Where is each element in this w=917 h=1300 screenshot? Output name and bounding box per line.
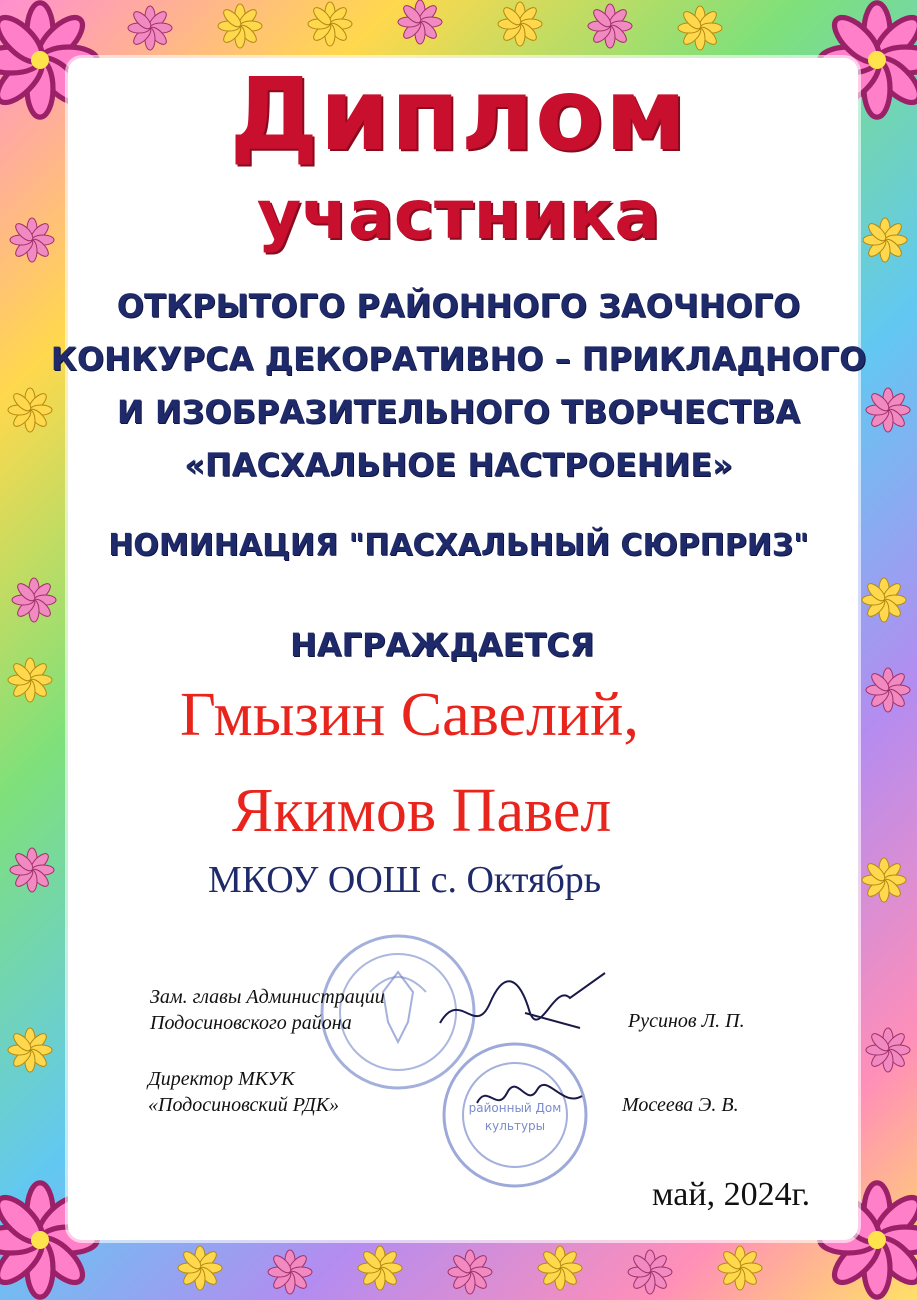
signatory-title-line: Директор МКУК xyxy=(148,1068,295,1090)
signatory-1-title xyxy=(150,984,385,1036)
bottom-flowers-icon xyxy=(178,1246,762,1294)
signature-1-icon xyxy=(430,968,620,1048)
signatory-title-line: Подосиновского района xyxy=(150,1012,352,1034)
contest-line: «ПАСХАЛЬНОЕ НАСТРОЕНИЕ» xyxy=(184,446,733,484)
signatory-2-title xyxy=(148,1066,339,1118)
contest-description xyxy=(0,280,917,492)
signatory-2-name: Мосеева Э. В. xyxy=(622,1094,739,1116)
issue-date: май, 2024г. xyxy=(652,1176,811,1213)
diploma-title: Диплом xyxy=(229,56,688,173)
stamp-text-line: культуры xyxy=(484,1119,546,1133)
recipient-name-2: Якимов Павел xyxy=(232,777,612,845)
signature-2-icon xyxy=(472,1078,592,1118)
awarded-label: НАГРАЖДАЕТСЯ xyxy=(290,626,595,664)
school-name: МКОУ ООШ с. Октябрь xyxy=(208,859,602,901)
signatory-title-line: «Подосиновский РДК» xyxy=(148,1094,339,1116)
signatory-1-name: Русинов Л. П. xyxy=(628,1010,745,1032)
diploma-subtitle: участника xyxy=(256,176,661,255)
nomination-label: НОМИНАЦИЯ "ПАСХАЛЬНЫЙ СЮРПРИЗ" xyxy=(108,528,809,563)
contest-line: КОНКУРСА ДЕКОРАТИВНО – ПРИКЛАДНОГО xyxy=(50,340,867,378)
contest-line: ОТКРЫТОГО РАЙОННОГО ЗАОЧНОГО xyxy=(116,287,801,325)
recipient-name-1: Гмызин Савелий, xyxy=(180,681,639,749)
signatory-title-line: Зам. главы Администрации xyxy=(150,986,385,1008)
contest-line: И ИЗОБРАЗИТЕЛЬНОГО ТВОРЧЕСТВА xyxy=(116,393,801,431)
stamp-text-line: районный Дом xyxy=(468,1101,562,1115)
top-flowers-icon xyxy=(128,0,722,50)
